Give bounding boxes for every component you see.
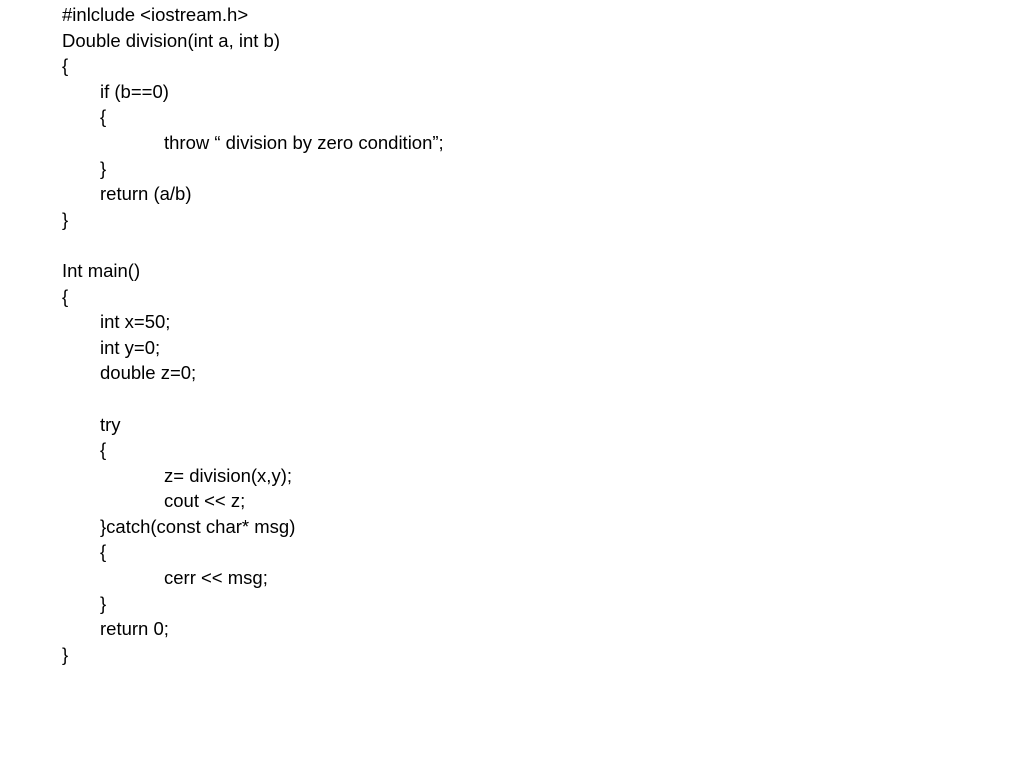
code-line: { — [100, 439, 107, 461]
code-line: { — [100, 541, 107, 563]
code-line: } — [100, 157, 107, 179]
code-line — [62, 232, 444, 258]
code-line: } — [62, 643, 69, 665]
code-line: { — [62, 285, 69, 307]
code-line: z= division(x,y); — [164, 464, 292, 486]
code-line: { — [100, 106, 107, 128]
code-line: int y=0; — [100, 336, 161, 358]
code-line: throw “ division by zero condition”; — [164, 131, 444, 153]
code-line: } — [100, 592, 107, 614]
code-line: try — [100, 413, 121, 435]
code-line: Double division(int a, int b) — [62, 29, 280, 51]
code-line: } — [62, 208, 69, 230]
code-line: if (b==0) — [100, 80, 169, 102]
code-line: double z=0; — [100, 362, 197, 384]
code-listing — [62, 2, 444, 667]
code-line: { — [62, 55, 69, 77]
code-line: int x=50; — [100, 311, 171, 333]
code-line: cerr << msg; — [164, 567, 268, 589]
code-line: Int main() — [62, 259, 141, 281]
code-line: #inlclude <iostream.h> — [62, 4, 249, 25]
code-line — [62, 386, 444, 412]
code-line: return (a/b) — [100, 183, 192, 205]
code-line: cout << z; — [164, 490, 246, 512]
code-line: }catch(const char* msg) — [100, 515, 296, 537]
code-line: return 0; — [100, 618, 169, 640]
